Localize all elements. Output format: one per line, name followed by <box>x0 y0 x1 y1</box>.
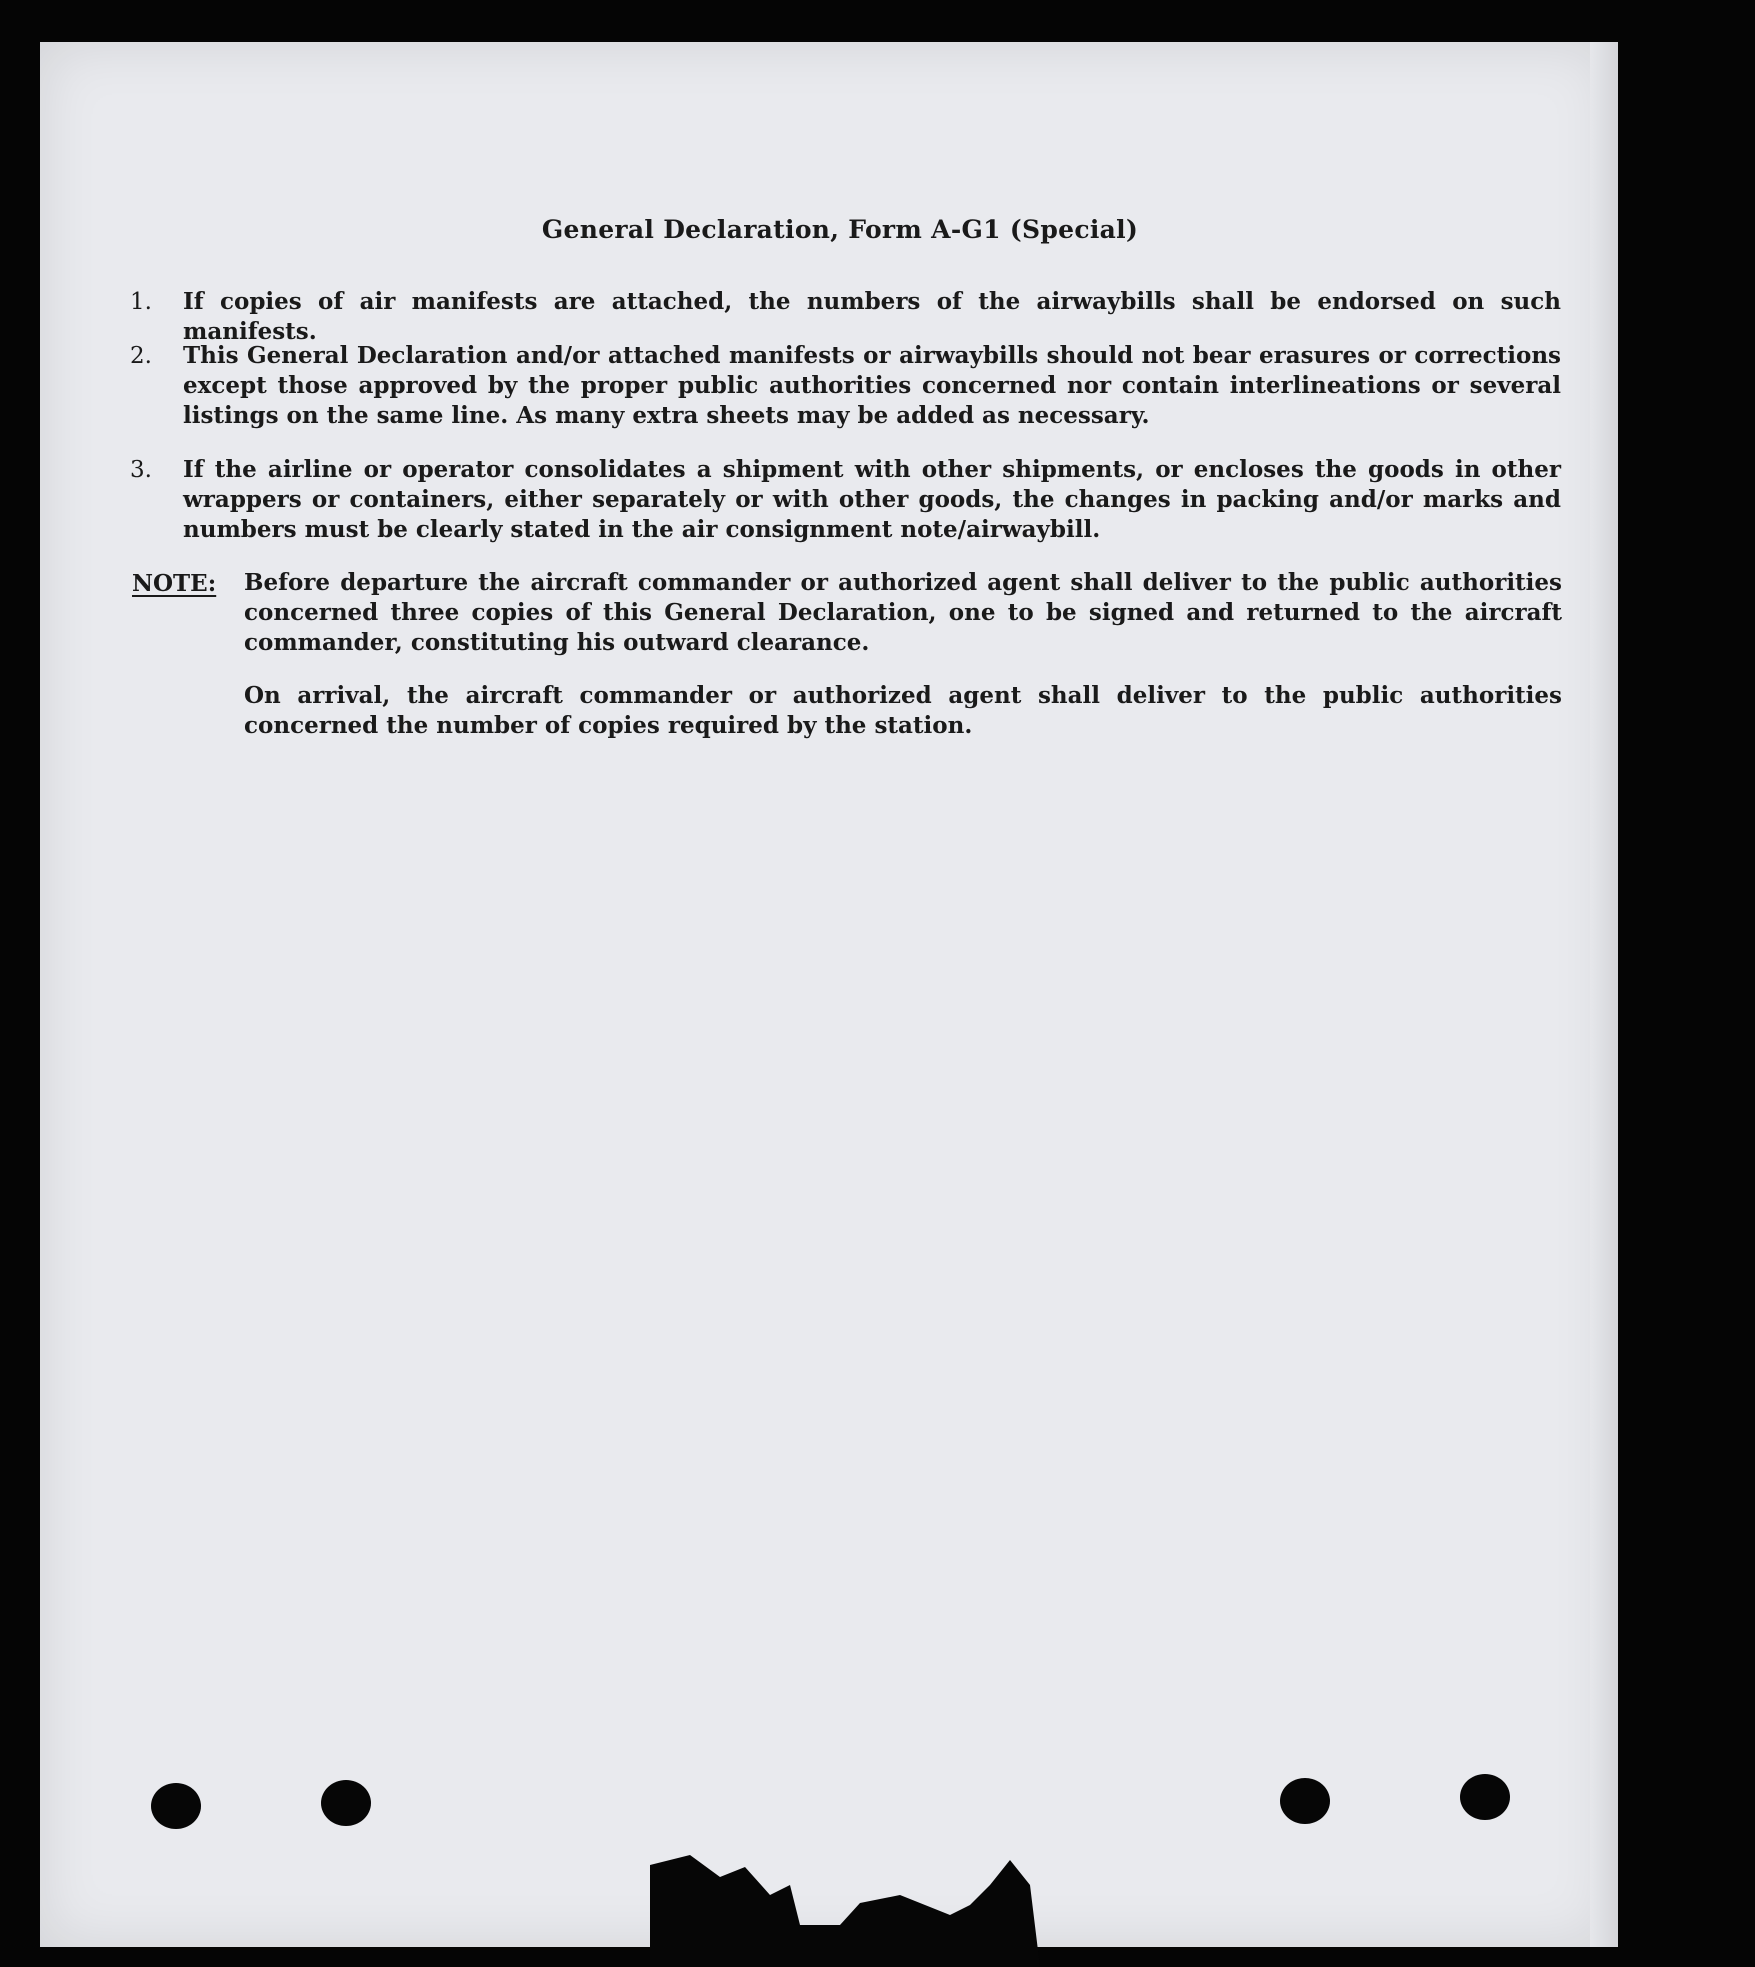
instruction-item-1 <box>130 287 1570 345</box>
page-edge <box>1590 42 1618 1947</box>
item-text: This General Declaration and/or attached manifests or airwaybills should not bear erasures or corrections except those approved by the proper public authorities concerned nor contain interlineations or several listings on the same line. As many extra sheets may be added as necessary. <box>183 342 1561 429</box>
form-title: General Declaration, Form A-G1 (Special) <box>541 215 1139 244</box>
item-number: 2. <box>130 343 152 369</box>
item-text: If copies of air manifests are attached, the numbers of the airwaybills shall be endorsed on such manifests. <box>183 288 1561 345</box>
torn-edge <box>650 1855 1070 1967</box>
item-number: 1. <box>130 289 152 315</box>
note-paragraph-departure: Before departure the aircraft commander or authorized agent shall deliver to the public authorities concerned three copies of this General Declaration, one to be signed and returned to the aircraft commander, constituting his outward clearance. <box>244 569 1562 656</box>
punch-hole <box>1280 1778 1330 1824</box>
instruction-item-2 <box>130 341 1570 431</box>
note-label: NOTE: <box>132 570 217 597</box>
item-number: 3. <box>130 457 152 483</box>
item-text: If the airline or operator consolidates a shipment with other shipments, or encloses the goods in other wrappers or containers, either separately or with other goods, the changes in packing and/or marks and numbers must be clearly stated in the air consignment note/airwaybill. <box>183 456 1561 543</box>
punch-hole <box>321 1780 371 1826</box>
punch-hole <box>151 1783 201 1829</box>
note-paragraph-arrival: On arrival, the aircraft commander or authorized agent shall deliver to the public authorities concerned the number of copies required by the station. <box>244 682 1562 739</box>
instruction-item-3 <box>130 455 1570 545</box>
punch-hole <box>1460 1774 1510 1820</box>
